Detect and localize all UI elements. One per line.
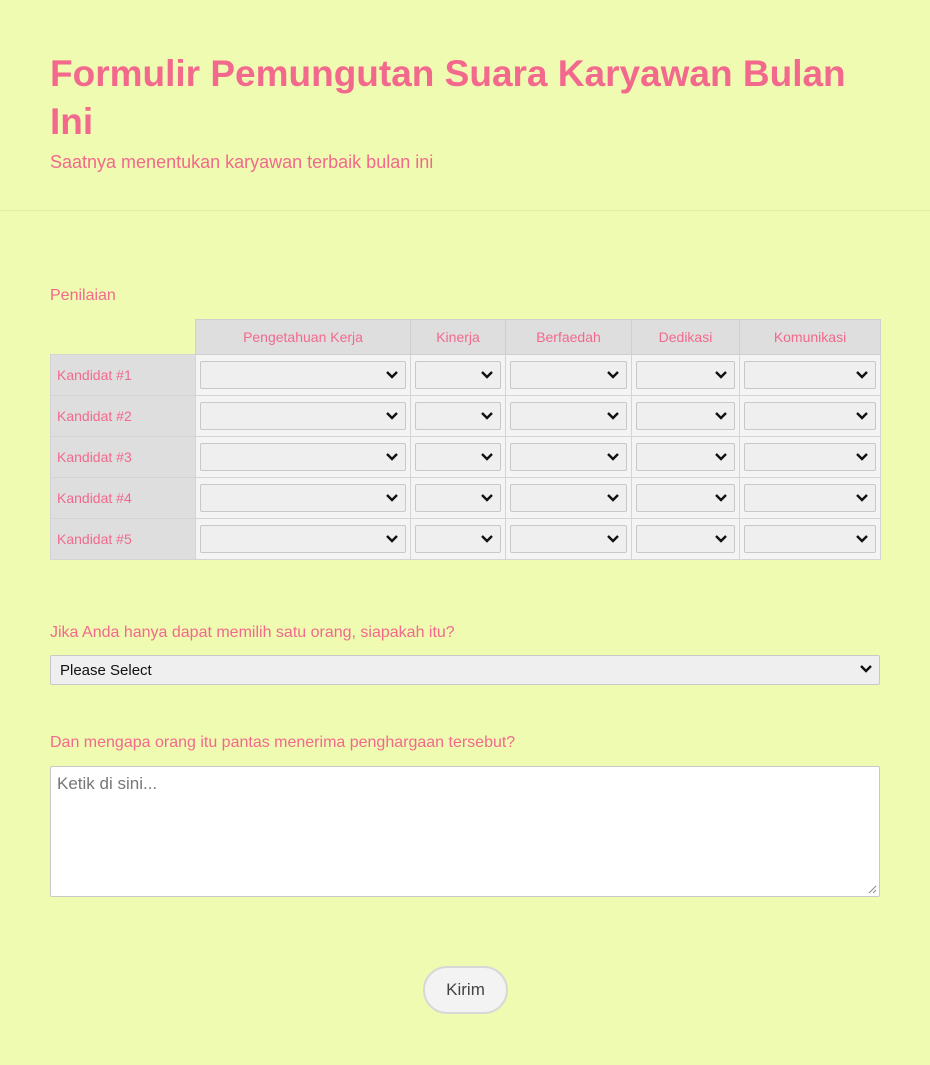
rating-dropdown[interactable] [636, 484, 735, 512]
matrix-cell [196, 478, 411, 519]
page-title: Formulir Pemungutan Suara Karyawan Bulan Ini [50, 53, 846, 142]
matrix-cell [632, 355, 740, 396]
chevron-down-icon [386, 371, 398, 379]
candidate-select-value: Please Select [60, 662, 152, 679]
chevron-down-icon [715, 412, 727, 420]
matrix-cell [196, 355, 411, 396]
chevron-down-icon [607, 535, 619, 543]
matrix-cell [632, 519, 740, 560]
matrix-row [51, 437, 881, 478]
reason-textarea[interactable] [50, 766, 880, 897]
chevron-down-icon [481, 494, 493, 502]
chevron-down-icon [856, 535, 868, 543]
chevron-down-icon [715, 535, 727, 543]
chevron-down-icon [856, 494, 868, 502]
rating-dropdown[interactable] [415, 484, 501, 512]
rating-dropdown[interactable] [744, 361, 876, 389]
chevron-down-icon [715, 453, 727, 461]
rating-dropdown[interactable] [200, 361, 406, 389]
rating-dropdown[interactable] [510, 402, 627, 430]
matrix-header-row [51, 320, 881, 355]
submit-button[interactable]: Kirim [423, 966, 508, 1014]
matrix-cell [740, 519, 881, 560]
rating-dropdown[interactable] [200, 443, 406, 471]
matrix-corner [51, 320, 196, 355]
matrix-column-header: Kinerja [411, 320, 506, 355]
matrix-label: Penilaian [50, 287, 116, 304]
matrix-cell [506, 478, 632, 519]
chevron-down-icon [856, 371, 868, 379]
matrix-cell [411, 437, 506, 478]
rating-dropdown[interactable] [744, 443, 876, 471]
rating-dropdown[interactable] [415, 443, 501, 471]
reason-label: Dan mengapa orang itu pantas menerima penghargaan tersebut? [50, 734, 516, 751]
chevron-down-icon [607, 494, 619, 502]
matrix-cell [632, 437, 740, 478]
matrix-column-header: Dedikasi [632, 320, 740, 355]
matrix-cell [411, 478, 506, 519]
rating-dropdown[interactable] [200, 484, 406, 512]
chevron-down-icon [607, 453, 619, 461]
rating-dropdown[interactable] [415, 525, 501, 553]
rating-dropdown[interactable] [636, 443, 735, 471]
matrix-cell [506, 396, 632, 437]
rating-dropdown[interactable] [510, 361, 627, 389]
chevron-down-icon [856, 453, 868, 461]
matrix-column-header: Pengetahuan Kerja [196, 320, 411, 355]
rating-dropdown[interactable] [415, 402, 501, 430]
chevron-down-icon [715, 494, 727, 502]
chevron-down-icon [481, 535, 493, 543]
rating-dropdown[interactable] [510, 525, 627, 553]
matrix-cell [632, 396, 740, 437]
chevron-down-icon [386, 535, 398, 543]
matrix-row-label: Kandidat #3 [51, 437, 196, 478]
chevron-down-icon [607, 412, 619, 420]
matrix-cell [740, 478, 881, 519]
matrix-cell [506, 355, 632, 396]
rating-dropdown[interactable] [510, 484, 627, 512]
matrix-cell [740, 437, 881, 478]
chevron-down-icon [481, 371, 493, 379]
matrix-row-label: Kandidat #1 [51, 355, 196, 396]
reason-placeholder: Ketik di sini... [57, 774, 158, 793]
chevron-down-icon [386, 412, 398, 420]
page-subtitle: Saatnya menentukan karyawan terbaik bulan ini [50, 152, 434, 172]
matrix-cell [196, 437, 411, 478]
matrix-column-header: Komunikasi [740, 320, 881, 355]
rating-dropdown[interactable] [744, 484, 876, 512]
matrix-cell [632, 478, 740, 519]
matrix-row [51, 519, 881, 560]
rating-dropdown[interactable] [636, 525, 735, 553]
choice-label: Jika Anda hanya dapat memilih satu orang, siapakah itu? [50, 624, 455, 641]
rating-dropdown[interactable] [636, 361, 735, 389]
rating-dropdown[interactable] [636, 402, 735, 430]
chevron-down-icon [860, 665, 872, 673]
rating-matrix [50, 319, 881, 560]
matrix-cell [740, 355, 881, 396]
chevron-down-icon [607, 371, 619, 379]
rating-dropdown[interactable] [200, 402, 406, 430]
matrix-cell [506, 437, 632, 478]
matrix-row-label: Kandidat #4 [51, 478, 196, 519]
matrix-cell [506, 519, 632, 560]
matrix-row-label: Kandidat #2 [51, 396, 196, 437]
resize-handle-icon[interactable] [867, 884, 877, 894]
chevron-down-icon [715, 371, 727, 379]
matrix-row [51, 355, 881, 396]
rating-dropdown[interactable] [744, 525, 876, 553]
matrix-row-label: Kandidat #5 [51, 519, 196, 560]
matrix-column-header: Berfaedah [506, 320, 632, 355]
matrix-cell [740, 396, 881, 437]
form-header [0, 0, 930, 211]
matrix-cell [196, 396, 411, 437]
matrix-cell [411, 519, 506, 560]
chevron-down-icon [481, 453, 493, 461]
chevron-down-icon [481, 412, 493, 420]
rating-dropdown[interactable] [744, 402, 876, 430]
rating-dropdown[interactable] [510, 443, 627, 471]
matrix-cell [411, 355, 506, 396]
matrix-row [51, 396, 881, 437]
rating-dropdown[interactable] [200, 525, 406, 553]
matrix-cell [196, 519, 411, 560]
matrix-row [51, 478, 881, 519]
matrix-cell [411, 396, 506, 437]
chevron-down-icon [386, 453, 398, 461]
rating-dropdown[interactable] [415, 361, 501, 389]
chevron-down-icon [856, 412, 868, 420]
candidate-select[interactable] [50, 655, 880, 685]
chevron-down-icon [386, 494, 398, 502]
